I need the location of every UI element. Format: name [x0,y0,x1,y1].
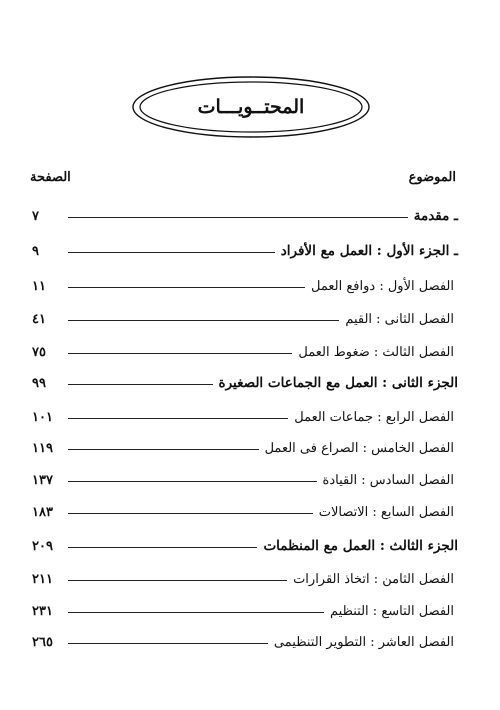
leader-line [68,513,313,514]
toc-entry-text: الفصل الثالث : ضغوط العمل [298,345,454,360]
leader-line [68,481,317,482]
toc-entry[interactable] [32,498,458,520]
page-title: المحتــويـــات [197,96,305,118]
toc-entry-page: ١١٩ [32,441,53,456]
toc-entry[interactable] [32,338,458,360]
leader-line [68,580,287,581]
leader-line [68,252,275,253]
toc-entry-page: ٩ [32,244,39,259]
toc-entry-text: الجزء الثالث : العمل مع المنظمات [263,538,458,554]
leader-line [68,384,213,385]
toc-entry[interactable] [32,403,458,425]
toc-entry-text: الفصل الثامن : اتخاذ القرارات [293,572,454,587]
toc-entry[interactable] [32,272,458,294]
toc-entry[interactable] [32,466,458,488]
toc-entry[interactable] [32,532,458,554]
toc-entry-page: ٧٥ [32,345,46,360]
leader-line [68,217,408,218]
toc-entry-page: ٢٠٩ [32,539,53,554]
toc-entry-page: ٢٦٥ [32,635,53,650]
toc-entry-text: ـ الجزء الأول : العمل مع الأفراد [280,243,458,259]
toc-entry-text: الفصل الرابع : جماعات العمل [294,410,454,425]
toc-entry-text: الفصل التاسع : التنظيم [330,604,454,619]
toc-entry-page: ١٣٧ [32,473,53,488]
toc-entry-page: ٢٣١ [32,604,53,619]
toc-entry-text: ـ مقدمة [413,208,458,224]
toc-entry-text: الفصل العاشر : التطوير التنظيمى [273,635,454,650]
toc-entry[interactable] [32,565,458,587]
toc-entry-text: الفصل السادس : القيادة [322,473,454,488]
leader-line [68,287,305,288]
toc-entry-page: ٧ [32,209,39,224]
toc-entry[interactable] [32,628,458,650]
toc-entry[interactable] [32,434,458,456]
toc-entry[interactable] [32,369,458,391]
toc-entry-text: الفصل الخامس : الصراع فى العمل [264,441,454,456]
toc-entry[interactable] [32,237,458,259]
leader-line [68,643,268,644]
toc-entry[interactable] [32,202,458,224]
toc-entry[interactable] [32,597,458,619]
title-frame [130,74,372,140]
toc-entry-page: ١٨٣ [32,505,53,520]
column-header-topic: الموضوع [408,170,456,185]
toc-entry-text: الفصل الأول : دوافع العمل [311,279,454,294]
toc-entry[interactable] [32,305,458,327]
leader-line [68,547,257,548]
toc-entry-page: ١١ [32,279,46,294]
leader-line [68,449,259,450]
column-header-page: الصفحة [30,170,71,185]
toc-entry-text: الفصل الثانى : القيم [345,312,454,327]
toc-entry-text: الجزء الثانى : العمل مع الجماعات الصغيرة [218,375,458,391]
toc-entry-page: ٢١١ [32,572,53,587]
leader-line [68,612,324,613]
leader-line [68,320,339,321]
leader-line [68,418,288,419]
leader-line [68,353,292,354]
toc-entry-page: ٤١ [32,312,46,327]
toc-entry-text: الفصل السابع : الاتصالات [318,505,454,520]
toc-entry-page: ١٠١ [32,410,53,425]
toc-entry-page: ٩٩ [32,376,46,391]
